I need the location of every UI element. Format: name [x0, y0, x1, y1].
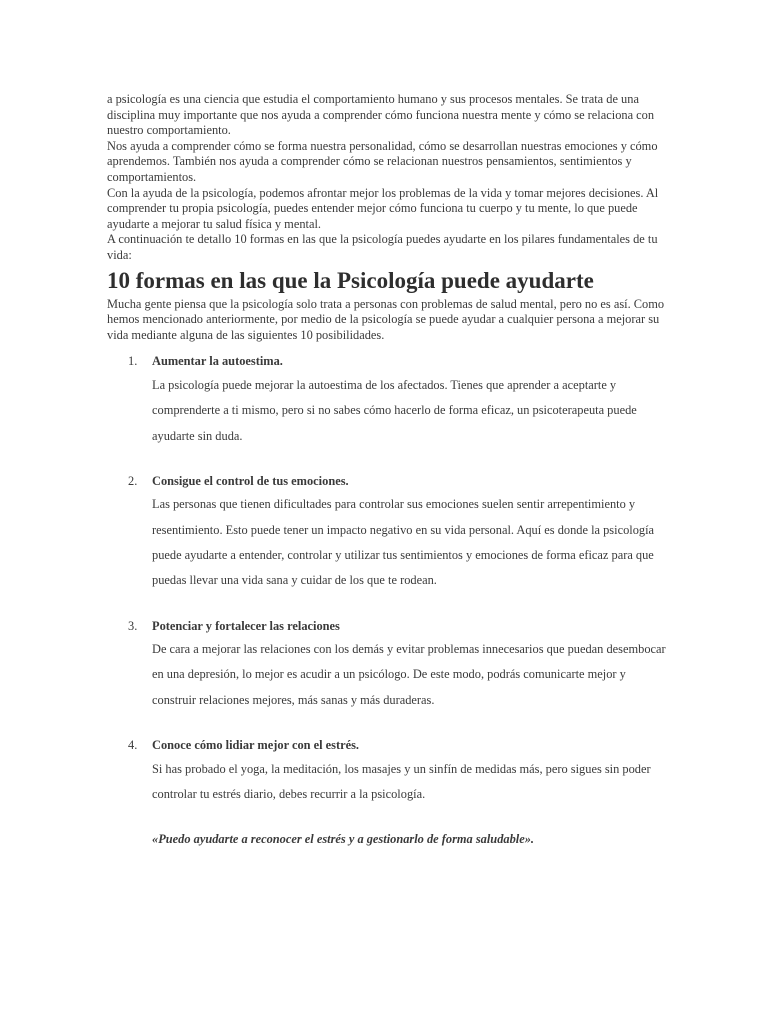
- list-item: [107, 619, 667, 713]
- intro-paragraph: Nos ayuda a comprender cómo se forma nuestra personalidad, cómo se desarrollan nuestras emociones y cómo aprendemos. También nos ayuda a comprender cómo se relacionan nuestros pensamientos, sentimientos y comportamientos.: [107, 138, 658, 184]
- section-lead: Mucha gente piensa que la psicología solo trata a personas con problemas de salud mental, pero no es así. Como hemos mencionado anteriormente, por medio de la psicología se puede ayudar a cualquier persona a mejorar su vida mediante alguna de las siguientes 10 posibilidades.: [107, 296, 665, 342]
- list-item-body: Las personas que tienen dificultades para controlar sus emociones suelen sentir arrepentimiento y resentimiento. Esto puede tener un impacto negativo en su vida personal. Aquí es donde la psicología puede ayudarte a entender, controlar y utilizar tus sentimientos y emociones de forma eficaz para que puedas llevar una vida sana y cuidar de los que te rodean.: [152, 497, 655, 588]
- list-item-number: 2.: [128, 473, 138, 488]
- section-title: 10 formas en las que la Psicología puede ayudarte: [107, 267, 594, 293]
- highlight-quote: «Puedo ayudarte a reconocer el estrés y a gestionarlo de forma saludable».: [152, 832, 535, 847]
- list-item: [107, 738, 667, 807]
- document-page: [107, 92, 667, 848]
- list-item-body: Si has probado el yoga, la meditación, los masajes y un sinfín de medidas más, pero sigues sin poder controlar tu estrés diario, debes recurrir a la psicología.: [152, 761, 651, 801]
- list-item-number: 4.: [128, 738, 138, 753]
- list-item: [107, 474, 667, 594]
- list-item: [107, 354, 667, 448]
- list-item-body: La psicología puede mejorar la autoestima de los afectados. Tienes que aprender a aceptarte y comprenderte a ti mismo, pero si no sabes cómo hacerlo de forma eficaz, un psicoterapeuta puede ayudarte sin duda.: [152, 377, 637, 443]
- list-item-number: 1.: [128, 354, 138, 369]
- list-item-number: 3.: [128, 618, 138, 633]
- list-item-title: Aumentar la autoestima.: [152, 354, 283, 369]
- intro-paragraph: a psicología es una ciencia que estudia el comportamiento humano y sus procesos mentales. Se trata de una disciplina muy importante que nos ayuda a comprender cómo funciona nuestra mente y cómo se relaciona con nuestro comportamiento.: [107, 92, 655, 138]
- intro-paragraph: A continuación te detallo 10 formas en las que la psicología puedes ayudarte en los pilares fundamentales de tu vida:: [107, 232, 658, 262]
- list-item-body: De cara a mejorar las relaciones con los demás y evitar problemas innecesarios que puedan desembocar en una depresión, lo mejor es acudir a un psicólogo. De este modo, podrás comunicarte mejor y construir relaciones mejores, más sanas y más duraderas.: [152, 642, 666, 707]
- benefits-list: [107, 354, 667, 807]
- list-item-title: Consigue el control de tus emociones.: [152, 473, 349, 488]
- list-item-title: Potenciar y fortalecer las relaciones: [152, 618, 340, 633]
- list-item-title: Conoce cómo lidiar mejor con el estrés.: [152, 738, 360, 753]
- intro-paragraph: Con la ayuda de la psicología, podemos afrontar mejor los problemas de la vida y tomar mejores decisiones. Al comprender tu propia psicología, puedes entender mejor cómo funciona tu cuerpo y tu mente, lo que puede ayudarte a mejorar tu salud física y mental.: [107, 185, 659, 231]
- intro-section: [107, 92, 667, 264]
